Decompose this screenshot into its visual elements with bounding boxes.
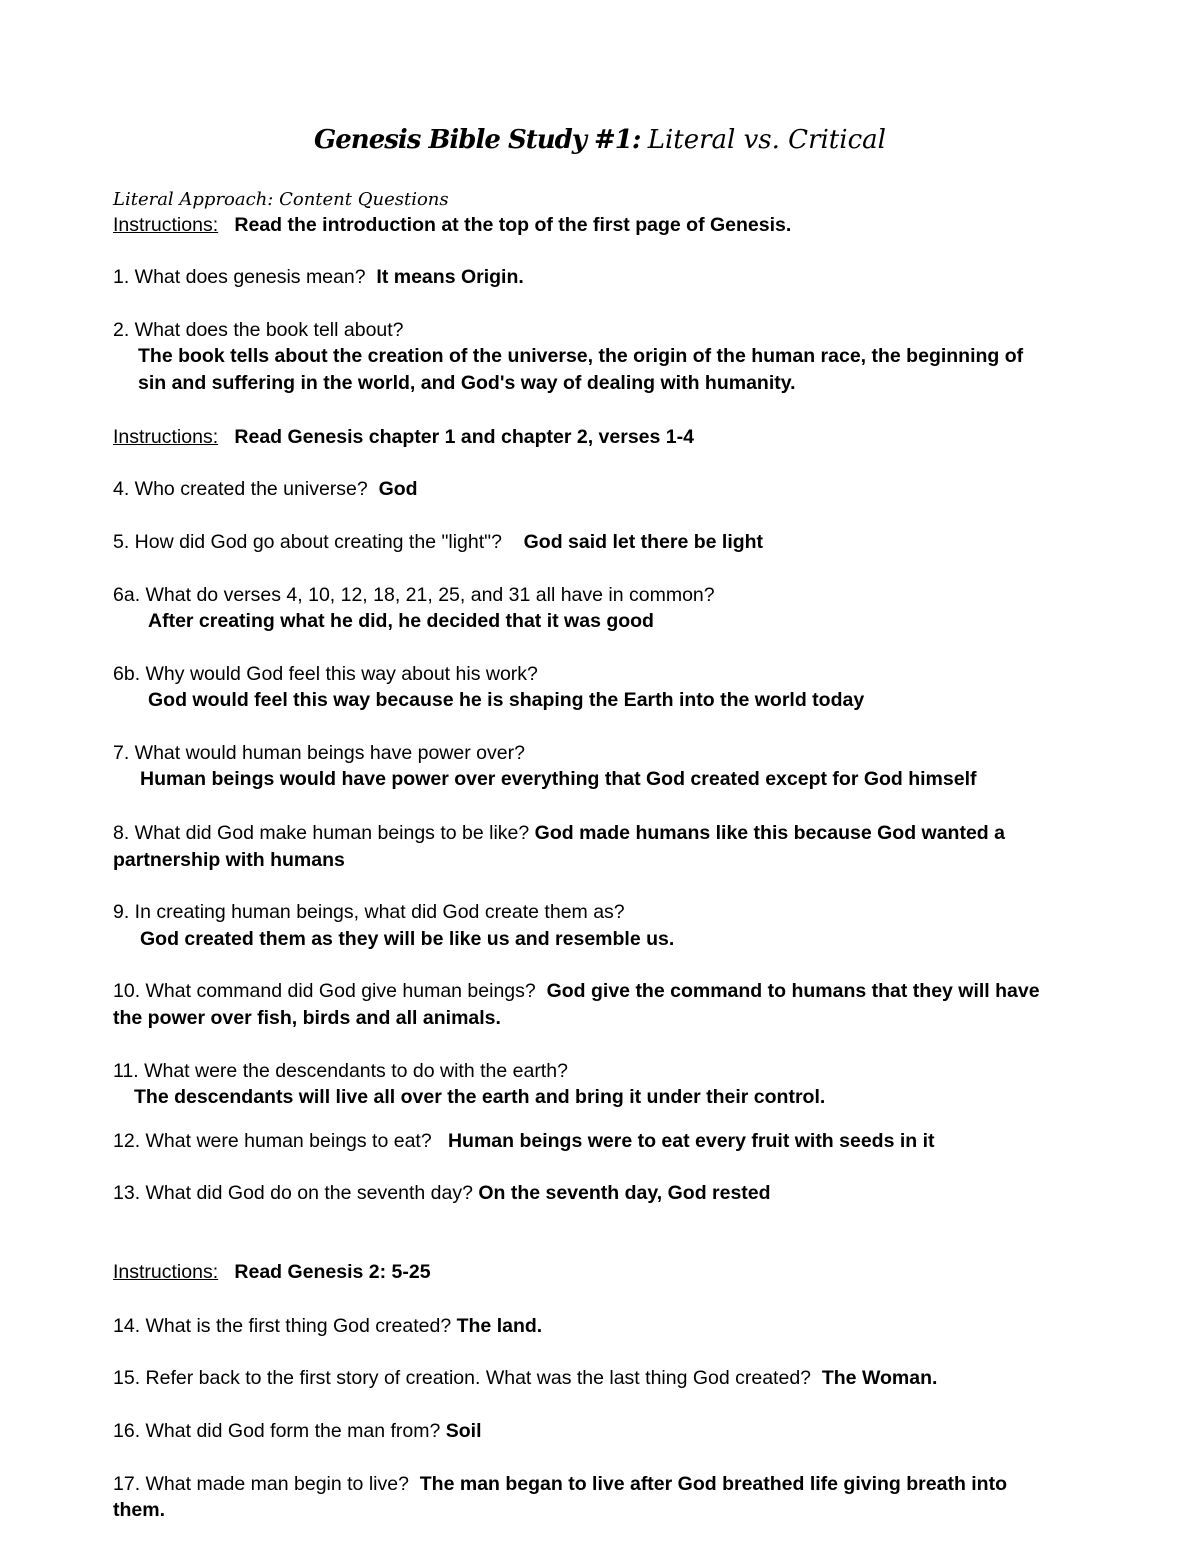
question-text: 12. What were human beings to eat?	[113, 1130, 432, 1152]
section-heading: Literal Approach: Content Questions	[113, 189, 449, 210]
instructions-text: Read Genesis chapter 1 and chapter 2, verses 1-4	[234, 426, 694, 448]
answer-7: Human beings would have power over everything that God created except for God himself	[140, 768, 977, 790]
question-text: 15. Refer back to the first story of creation. What was the last thing God created?	[113, 1367, 812, 1389]
question-text: 11. What were the descendants to do with the earth?	[113, 1060, 568, 1082]
instructions-3	[113, 1259, 431, 1285]
question-6b	[113, 661, 538, 687]
answer-10-line-2: the power over fish, birds and all animals.	[113, 1007, 501, 1029]
answer-6a: After creating what he did, he decided that it was good	[148, 610, 654, 632]
question-text: 6b. Why would God feel this way about his work?	[113, 663, 538, 685]
question-9	[113, 899, 625, 925]
question-text: 5. How did God go about creating the "light"?	[113, 531, 502, 553]
question-text: 9. In creating human beings, what did God create them as?	[113, 901, 625, 923]
answer-text: God made humans like this because God wanted a	[534, 822, 1005, 844]
question-17	[113, 1471, 1007, 1497]
answer-6b: God would feel this way because he is shaping the Earth into the world today	[148, 689, 865, 711]
question-5	[113, 529, 763, 555]
question-text: 17. What made man begin to live?	[113, 1473, 409, 1495]
question-15	[113, 1365, 937, 1391]
question-text: 6a. What do verses 4, 10, 12, 18, 21, 25, and 31 all have in common?	[113, 584, 715, 606]
answer-text: On the seventh day, God rested	[478, 1182, 771, 1204]
question-13	[113, 1180, 771, 1206]
question-14	[113, 1313, 542, 1339]
question-text: 14. What is the first thing God created?	[113, 1315, 452, 1337]
question-text: 1. What does genesis mean?	[113, 266, 366, 288]
question-text: 2. What does the book tell about?	[113, 319, 404, 341]
instructions-2	[113, 424, 694, 450]
question-6a	[113, 582, 715, 608]
question-text: 10. What command did God give human beings?	[113, 980, 536, 1002]
question-10	[113, 978, 1040, 1004]
instructions-1	[113, 212, 791, 238]
answer-11: The descendants will live all over the earth and bring it under their control.	[134, 1086, 826, 1108]
question-16	[113, 1418, 482, 1444]
instructions-label: Instructions:	[113, 426, 219, 448]
answer-text: The land.	[456, 1315, 543, 1337]
answer-2-line-1: The book tells about the creation of the universe, the origin of the human race, the beginning of	[138, 345, 1024, 367]
instructions-label: Instructions:	[113, 214, 219, 236]
answer-text: God	[378, 478, 418, 500]
answer-text: Soil	[445, 1420, 482, 1442]
title-main: Genesis Bible Study #1:	[314, 125, 641, 155]
question-7	[113, 740, 525, 766]
question-text: 16. What did God form the man from?	[113, 1420, 441, 1442]
title-subtitle: Literal vs. Critical	[647, 125, 886, 155]
question-11	[113, 1058, 568, 1084]
answer-2-line-2: sin and suffering in the world, and God's way of dealing with humanity.	[138, 372, 796, 394]
instructions-text: Read the introduction at the top of the first page of Genesis.	[234, 214, 792, 236]
question-4	[113, 476, 418, 502]
instructions-text: Read Genesis 2: 5-25	[234, 1261, 431, 1283]
answer-text: It means Origin.	[376, 266, 524, 288]
answer-text: The Woman.	[821, 1367, 938, 1389]
answer-text: God said let there be light	[523, 531, 764, 553]
question-1	[113, 264, 524, 290]
question-text: 4. Who created the universe?	[113, 478, 368, 500]
question-text: 7. What would human beings have power over?	[113, 742, 525, 764]
answer-17-line-2: them.	[113, 1499, 166, 1521]
question-text: 8. What did God make human beings to be like?	[113, 822, 530, 844]
document-title	[0, 124, 1200, 155]
answer-text: Human beings were to eat every fruit with seeds in it	[447, 1130, 935, 1152]
answer-9: God created them as they will be like us and resemble us.	[140, 928, 675, 950]
answer-text: God give the command to humans that they will have	[546, 980, 1040, 1002]
question-8	[113, 820, 1005, 846]
question-2	[113, 317, 404, 343]
question-text: 13. What did God do on the seventh day?	[113, 1182, 473, 1204]
answer-text: The man began to live after God breathed life giving breath into	[419, 1473, 1008, 1495]
answer-8-line-2: partnership with humans	[113, 849, 345, 871]
instructions-label: Instructions:	[113, 1261, 219, 1283]
question-12	[113, 1128, 935, 1154]
